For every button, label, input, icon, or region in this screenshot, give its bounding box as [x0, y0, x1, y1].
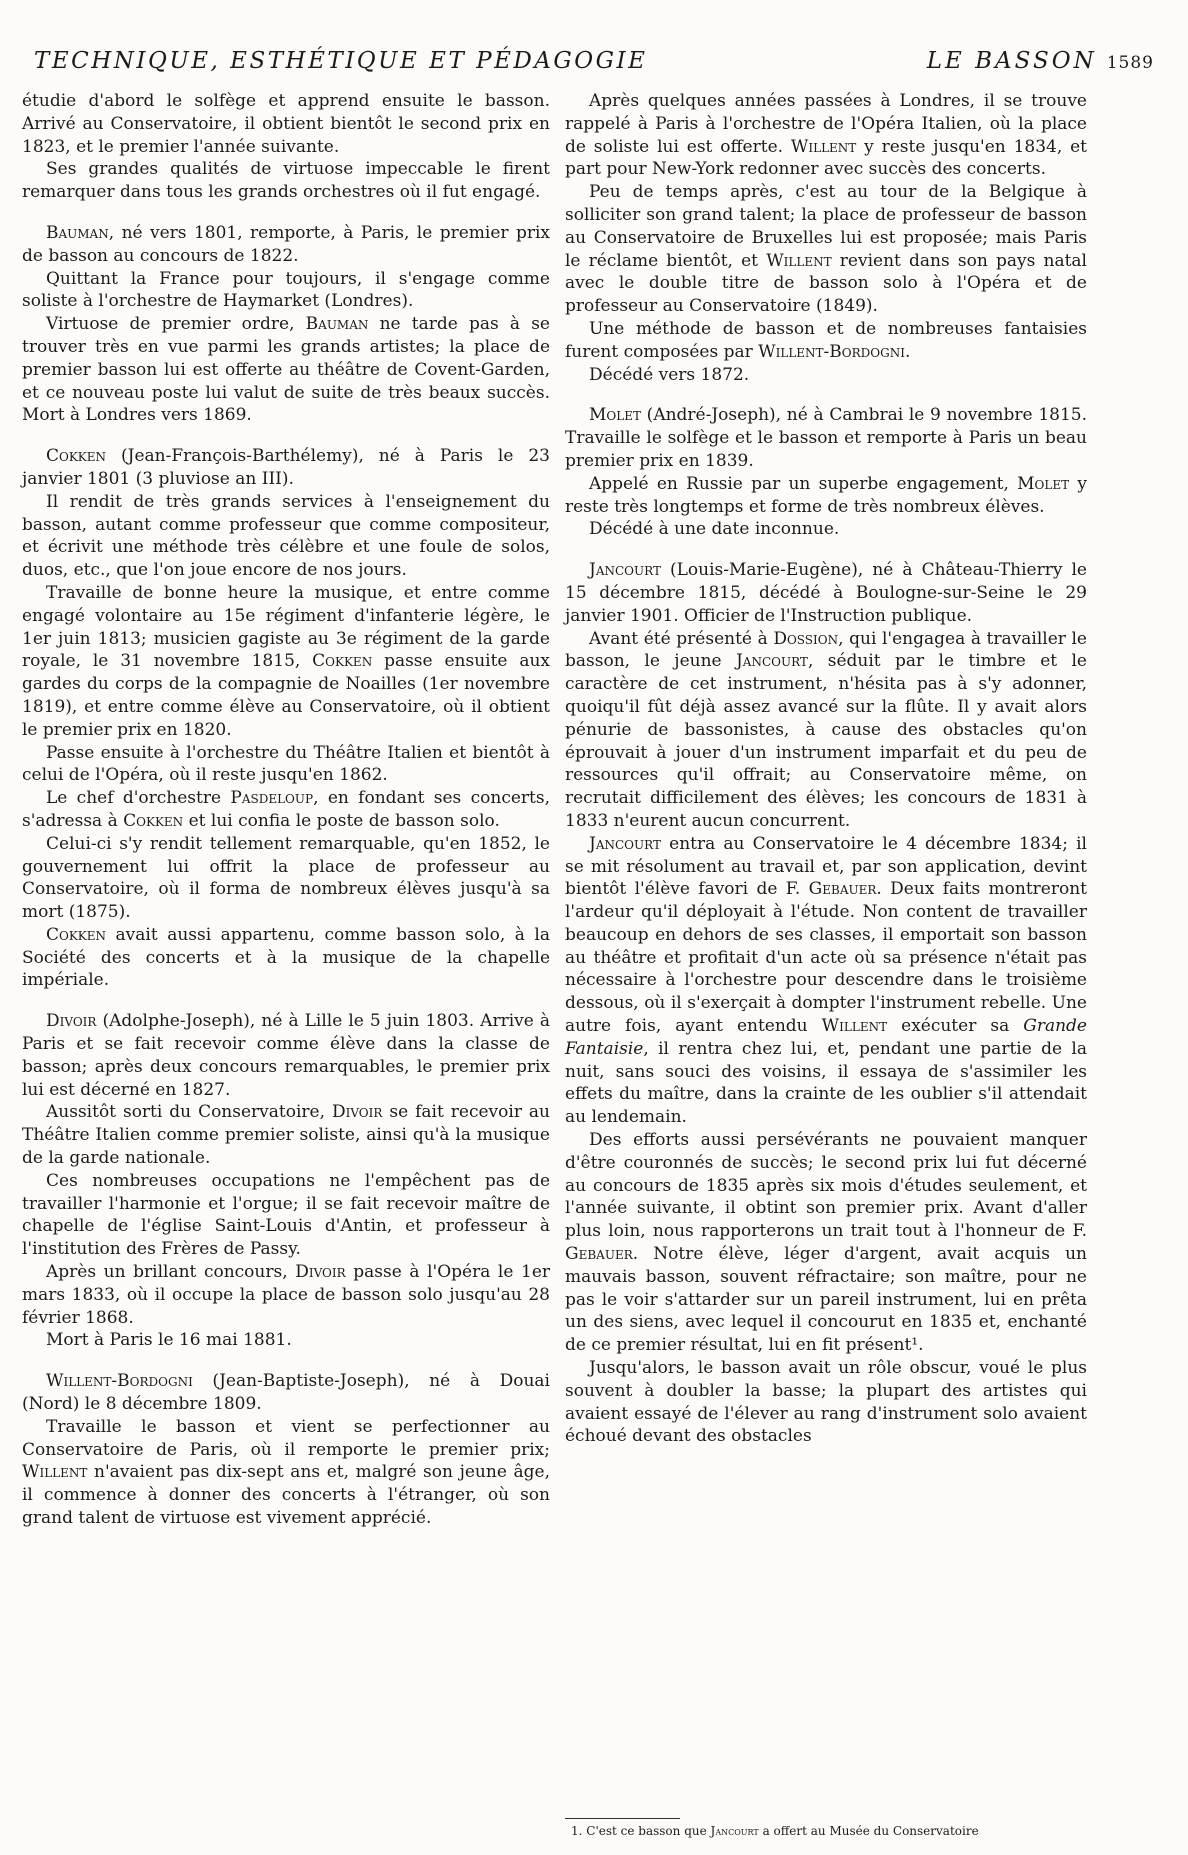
text-run: Le chef d'orchestre: [46, 788, 231, 809]
name-small-caps: Bauman: [305, 314, 369, 335]
text-run: Des efforts aussi persévérants ne pouvaient manquer d'être couronnés de succès; le second prix lui fut décerné au concours de 1835 après six mois d'études seulement, et l'année suivante, il obtint son premier prix. Avant d'aller plus loin, nous rapporterons un trait tout à l'honneur de F.: [565, 1130, 1087, 1242]
header-chapter-title: LE BASSON: [926, 48, 1097, 74]
text-run: revient dans son pays natal avec le double titre de basson solo à l'Opéra et de professeur au Conservatoire (1849).: [565, 250, 1087, 317]
text-run: 1. C'est ce basson que: [571, 1824, 711, 1838]
paragraph: [22, 924, 550, 992]
text-run: , séduit par le timbre et le caractère de cet instrument, n'hésita pas à s'y adonner, quoiqu'il fût déjà assez avancé sur la flûte. Il y avait alors pénurie de bassonistes, à cause des obstacles qu'on éprouvait à jouer d'un instrument imparfait et du peu de ressources qu'il offrait; au Conservatoire même, on recrutait difficilement des élèves; les concours de 1831 à 1833 n'eurent aucun concurrent.: [565, 651, 1087, 831]
text-run: Une méthode de basson et de nombreuses fantaisies furent composées par: [565, 318, 1087, 362]
name-small-caps: Willent-Bordogni: [46, 1371, 193, 1392]
text-run: Décédé à une date inconnue.: [589, 519, 840, 540]
paragraph: [22, 833, 550, 924]
name-small-caps: Gebauer: [565, 1244, 633, 1265]
text-run: y reste très longtemps et forme de très nombreux élèves.: [565, 473, 1087, 517]
paragraph: [565, 1357, 1087, 1448]
text-run: Avant été présenté à: [589, 628, 774, 649]
text-run: y reste jusqu'en 1834, et part pour New-York redonner avec succès des concerts.: [565, 136, 1087, 180]
paragraph: [22, 582, 550, 742]
name-small-caps: Divoir: [46, 1011, 97, 1032]
name-small-caps: Willent: [766, 250, 832, 271]
text-run: , il rentra chez lui, et, pendant une partie de la nuit, sans souci des voisins, il essaya de s'assimiler les effets du maître, dans la crainte de les oublier s'il attendait au lendemain.: [565, 1038, 1087, 1128]
paragraph: [22, 222, 550, 268]
paragraph: [565, 473, 1087, 519]
text-run: Celui-ci s'y rendit tellement remarquable, qu'en 1852, le gouvernement lui offrit la place de professeur au Conservatoire, où il forma de nombreux élèves jusqu'à sa mort (1875).: [22, 833, 550, 923]
text-run: Ses grandes qualités de virtuose impeccable le firent remarquer dans tous les grands orchestres où il fut engagé.: [22, 159, 550, 203]
paragraph: [22, 1170, 550, 1261]
name-small-caps: Cokken: [46, 446, 107, 467]
header-section-title: TECHNIQUE, ESTHÉTIQUE ET PÉDAGOGIE: [34, 48, 648, 74]
name-small-caps: Cokken: [312, 651, 373, 672]
text-run: (Jean-François-Barthélemy), né à Paris le 23 janvier 1801 (3 pluviose an III).: [22, 446, 550, 489]
paragraph: [565, 518, 1087, 541]
paragraph: [565, 364, 1087, 387]
paragraph: [22, 742, 550, 788]
text-run: Virtuose de premier ordre,: [46, 314, 306, 335]
paragraph: [22, 1261, 550, 1329]
text-run: (Jean-Baptiste-Joseph), né à Douai (Nord) le 8 décembre 1809.: [22, 1371, 550, 1415]
text-run: Peu de temps après, c'est au tour de la Belgique à solliciter son grand talent; la place de professeur de basson au Conservatoire de Bruxelles lui est proposée; mais Paris le réclame bientôt, et: [565, 182, 1087, 271]
paragraph: [565, 318, 1087, 364]
text-run: Aussitôt sorti du Conservatoire,: [46, 1102, 332, 1123]
paragraph: [22, 1101, 550, 1169]
italic-title: Grande Fantaisie: [565, 1016, 1087, 1059]
name-small-caps: Willent-Bordogni: [758, 341, 905, 362]
paragraph: [22, 90, 550, 158]
text-run: passe ensuite aux gardes du corps de la compagnie de Noailles (1er novembre 1819), et entre comme élève au Conservatoire, où il obtient le premier prix en 1820.: [22, 651, 551, 740]
text-run: Travaille le basson et vient se perfectionner au Conservatoire de Paris, où il remporte le premier prix;: [22, 1416, 550, 1460]
paragraph: [22, 158, 550, 204]
name-small-caps: Molet: [1017, 473, 1070, 494]
text-run: Ces nombreuses occupations ne l'empêchent pas de travailler l'harmonie et l'orgue; il se fait recevoir maître de chapelle de l'église Saint-Louis d'Antin, et professeur à l'institution des Frères de Passy.: [22, 1170, 550, 1260]
text-run: (Adolphe-Joseph), né à Lille le 5 juin 1803. Arrive à Paris et se fait recevoir comme élève dans la classe de basson; après deux concours remarquables, le premier prix lui est décerné en 1827.: [22, 1011, 550, 1100]
paragraph: [565, 404, 1087, 472]
text-run: .: [904, 341, 911, 362]
text-run: Mort à Paris le 16 mai 1881.: [46, 1330, 292, 1351]
text-run: Jusqu'alors, le basson avait un rôle obscur, voué le plus souvent à doubler la basse; la plupart des artistes qui avaient essayé de l'élever au rang d'instrument solo avaient échoué devant des obstacles: [565, 1358, 1087, 1447]
text-run: . Notre élève, léger d'argent, avait acquis un mauvais basson, souvent réfractaire; son maître, pour ne pas le voir s'attarder sur un pareil instrument, lui en prêta un des siens, avec lequel il concourut en 1835 et, enchanté de ce premier résultat, lui en fit présent¹.: [565, 1244, 1087, 1356]
name-small-caps: Gebauer: [808, 879, 877, 900]
text-run: Après quelques années passées à Londres, il se trouve rappelé à Paris à l'orchestre de l'Opéra Italien, où la place de soliste lui est offerte.: [565, 91, 1087, 157]
paragraph: [565, 90, 1087, 181]
name-small-caps: Pasdeloup: [230, 788, 314, 809]
text-run: Appelé en Russie par un superbe engagement,: [589, 473, 1018, 494]
name-small-caps: Molet: [589, 405, 641, 426]
name-small-caps: Cokken: [46, 924, 107, 945]
header-right: [927, 48, 1154, 74]
text-run: et lui confia le poste de basson solo.: [183, 810, 500, 831]
text-run: a offert au Musée du Conservatoire: [758, 1824, 979, 1838]
name-small-caps: Jancourt: [710, 1824, 759, 1838]
paragraph: [22, 268, 550, 314]
paragraph: [22, 491, 550, 582]
name-small-caps: Divoir: [331, 1102, 383, 1123]
text-run: (Louis-Marie-Eugène), né à Château-Thierry le 15 décembre 1815, décédé à Boulogne-sur-Seine le 29 janvier 1901. Officier de l'Instruction publique.: [565, 560, 1087, 626]
name-small-caps: Dossion: [773, 628, 839, 649]
paragraph: [22, 1416, 550, 1530]
footnote-area: [565, 1818, 1087, 1848]
name-small-caps: Cokken: [123, 810, 184, 831]
text-run: Il rendit de très grands services à l'enseignement du basson, autant comme professeur que comme compositeur, et écrivit une méthode très célèbre et une foule de solos, duos, etc., que l'on joue encore de nos jours.: [22, 491, 550, 581]
text-run: Quittant la France pour toujours, il s'engage comme soliste à l'orchestre de Haymarket (Londres).: [22, 268, 550, 312]
text-run: (André-Joseph), né à Cambrai le 9 novembre 1815. Travaille le solfège et le basson et remporte à Paris un beau premier prix en 1839.: [565, 405, 1087, 471]
text-run: Passe ensuite à l'orchestre du Théâtre Italien et bientôt à celui de l'Opéra, où il reste jusqu'en 1862.: [22, 742, 550, 786]
name-small-caps: Willent: [821, 1016, 888, 1037]
text-run: passe à l'Opéra le 1er mars 1833, où il occupe la place de basson solo jusqu'au 28 février 1868.: [22, 1262, 551, 1328]
text-run: ne tarde pas à se trouver très en vue parmi les grands artistes; la place de premier basson lui est offerte au théâtre de Covent-Garden, et ce nouveau poste lui valut de suite de très beaux succès. Mort à Londres vers 1869.: [22, 314, 550, 426]
text-run: entra au Conservatoire le 4 décembre 1834; il se mit résolument au travail et, par son application, devint bientôt l'élève favori de F.: [565, 833, 1087, 900]
paragraph: [565, 628, 1087, 833]
paragraph: [565, 181, 1087, 318]
text-run: Travaille de bonne heure la musique, et entre comme engagé volontaire au 15e régiment d'infanterie légère, le 1er juin 1813; musicien gagiste au 3e régiment de la garde royale, le 31 novembre 1815,: [22, 582, 550, 672]
footnote-rule: [565, 1818, 680, 1819]
right-column: [565, 90, 1087, 1448]
text-run: se fait recevoir au Théâtre Italien comme premier soliste, ainsi qu'à la musique de la garde nationale.: [22, 1102, 550, 1169]
text-run: , qui l'engagea à travailler le basson, le jeune: [565, 628, 1087, 672]
text-run: avait aussi appartenu, comme basson solo, à la Société des concerts et à la musique de la chapelle impériale.: [22, 924, 550, 991]
text-run: Après un brillant concours,: [46, 1262, 296, 1283]
name-small-caps: Jancourt: [735, 651, 808, 672]
paragraph: [565, 559, 1087, 627]
text-run: exécuter sa: [887, 1016, 1024, 1037]
name-small-caps: Jancourt: [589, 833, 661, 854]
text-run: , en fondant ses concerts, s'adressa à: [22, 788, 550, 831]
name-small-caps: Bauman: [46, 222, 109, 243]
text-run: Décédé vers 1872.: [589, 364, 750, 385]
footnote: [565, 1824, 1087, 1838]
paragraph: [22, 1010, 550, 1101]
paragraph: [22, 787, 550, 833]
paragraph: [565, 1129, 1087, 1357]
text-run: n'avaient pas dix-sept ans et, malgré son jeune âge, il commence à donner des concerts à l'étranger, où son grand talent de virtuose est vivement apprécié.: [22, 1462, 550, 1529]
paragraph: [22, 313, 550, 427]
paragraph: [22, 445, 550, 491]
name-small-caps: Divoir: [295, 1262, 346, 1283]
text-run: étudie d'abord le solfège et apprend ensuite le basson. Arrivé au Conservatoire, il obtient bientôt le second prix en 1823, et le premier l'année suivante.: [22, 91, 550, 157]
paragraph: [565, 833, 1087, 1129]
text-run: , né vers 1801, remporte, à Paris, le premier prix de basson au concours de 1822.: [22, 222, 550, 266]
running-header: [34, 48, 1154, 82]
paragraph: [22, 1370, 550, 1416]
name-small-caps: Willent: [790, 136, 857, 157]
page-number: 1589: [1106, 53, 1154, 73]
name-small-caps: Willent: [22, 1462, 88, 1483]
text-run: . Deux faits montreront l'ardeur qu'il déployait à l'étude. Non content de travailler beaucoup en dehors de ses classes, il emportait son basson au théâtre et profitait d'un acte où sa présence n'était pas nécessaire à l'orchestre pour descendre dans le troisième dessous, où il s'exerçait à dompter l'instrument rebelle. Une autre fois, ayant entendu: [565, 879, 1087, 1037]
name-small-caps: Jancourt: [589, 560, 661, 581]
left-column: [22, 90, 550, 1530]
paragraph: [22, 1329, 550, 1352]
